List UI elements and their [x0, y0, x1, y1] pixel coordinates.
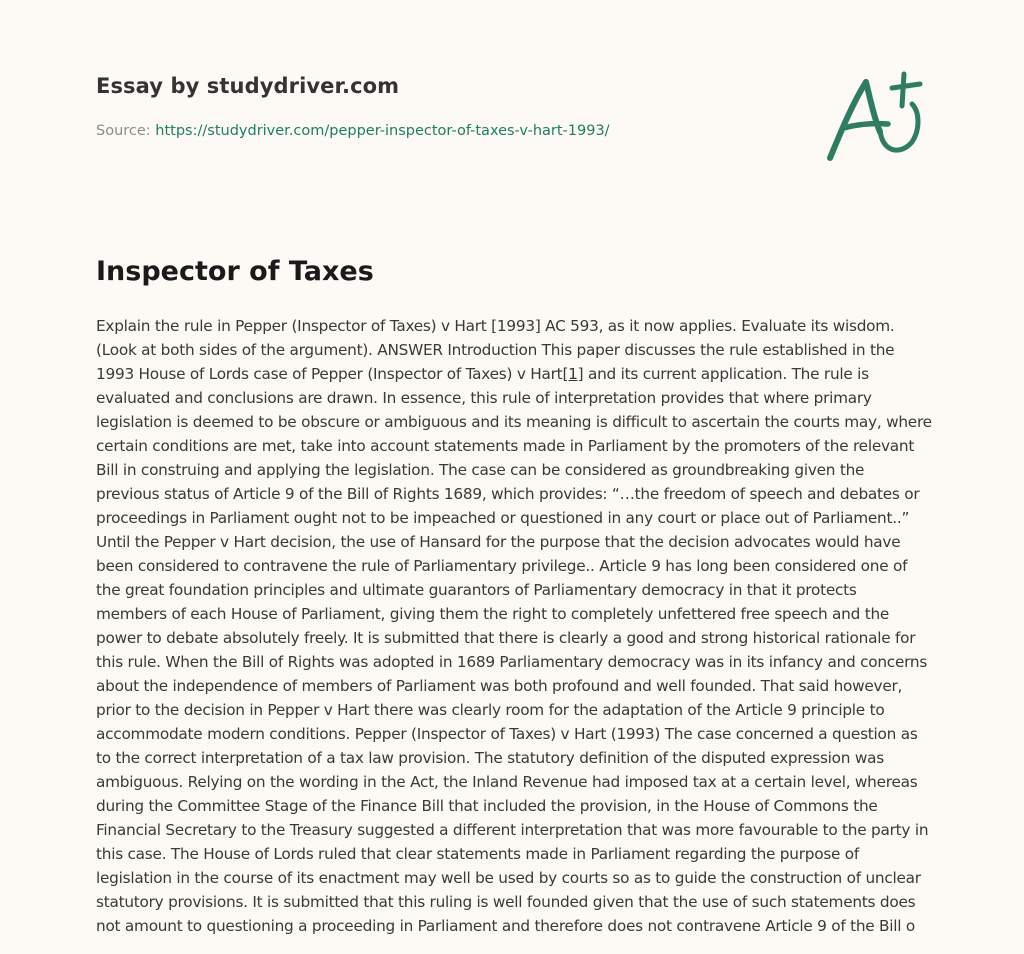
body-text-part-2: and its current application. The rule is evaluated and conclusions are drawn. In essence, this rule of interpretation provides that where primary legislation is deemed to be obscure or ambiguous and its meaning is difficult to ascertain the courts may, where certain conditions are met, take into account statements made in Parliament by the promoters of the relevant Bill in construing and applying the legislation. The case can be considered as groundbreaking given the previous status of Article 9 of the Bill of Rights 1689, which provides: “…the freedom of speech and debates or proceedings in Parliament ought not to be impeached or questioned in any court or place out of Parliament..” Until the Pepper v Hart decision, the use of Hansard for the purpose that the decision advocates would have been considered to contravene the rule of Parliamentary privilege.. Article 9 has long been considered one of the great foundation principles and ultimate guarantors of Parliamentary democracy in that it protects members of each House of Parliament, giving them the right to completely unfettered free speech and the power to debate absolutely freely. It is submitted that there is clearly a good and strong historical rationale for this rule. When the Bill of Rights was adopted in 1689 Parliamentary democracy was in its infancy and concerns about the independence of members of Parliament was both profound and well founded. That said however, prior to the decision in Pepper v Hart there was clearly room for the adaptation of the Article 9 principle to accommodate modern conditions. Pepper (Inspector of Taxes) v Hart (1993) The case concerned a question as to the correct interpretation of a tax law provision. The statutory definition of the disputed expression was ambiguous. Relying on the wording in the Act, the Inland Revenue had imposed tax at a certain level, whereas during the Committee Stage of the Finance Bill that included the provision, in the House of Commons the Financial Secretary to the Treasury suggested a different interpretation that was more favourable to the party in this case. The House of Lords ruled that clear statements made in Parliament regarding the purpose of legislation in the course of its enactment may well be used by courts so as to guide the construction of unclear statutory provisions. It is submitted that this ruling is well founded given that the use of such statements does not amount to questioning a proceeding in Parliament and therefore does not contravene Article 9 of the Bill o: [96, 365, 932, 935]
source-label: Source:: [96, 123, 156, 139]
source-link[interactable]: https://studydriver.com/pepper-inspector-of-taxes-v-hart-1993/: [155, 123, 610, 139]
a-plus-grade-icon: [822, 68, 928, 164]
page-header: [96, 74, 936, 139]
site-title: Essay by studydriver.com: [96, 74, 400, 98]
document-body: [96, 314, 932, 938]
body-text-part-1: Explain the rule in Pepper (Inspector of Taxes) v Hart [1993] AC 593, as it now applies. Evaluate its wisdom. (Look at both sides of the argument). ANSWER Introduction This paper discusses the rule established in the 1993 House of Lords case of Pepper (Inspector of Taxes) v Hart: [96, 317, 895, 383]
footnote-link[interactable]: [1]: [562, 365, 584, 383]
document-title: Inspector of Taxes: [96, 256, 374, 287]
source-line: [96, 123, 610, 139]
